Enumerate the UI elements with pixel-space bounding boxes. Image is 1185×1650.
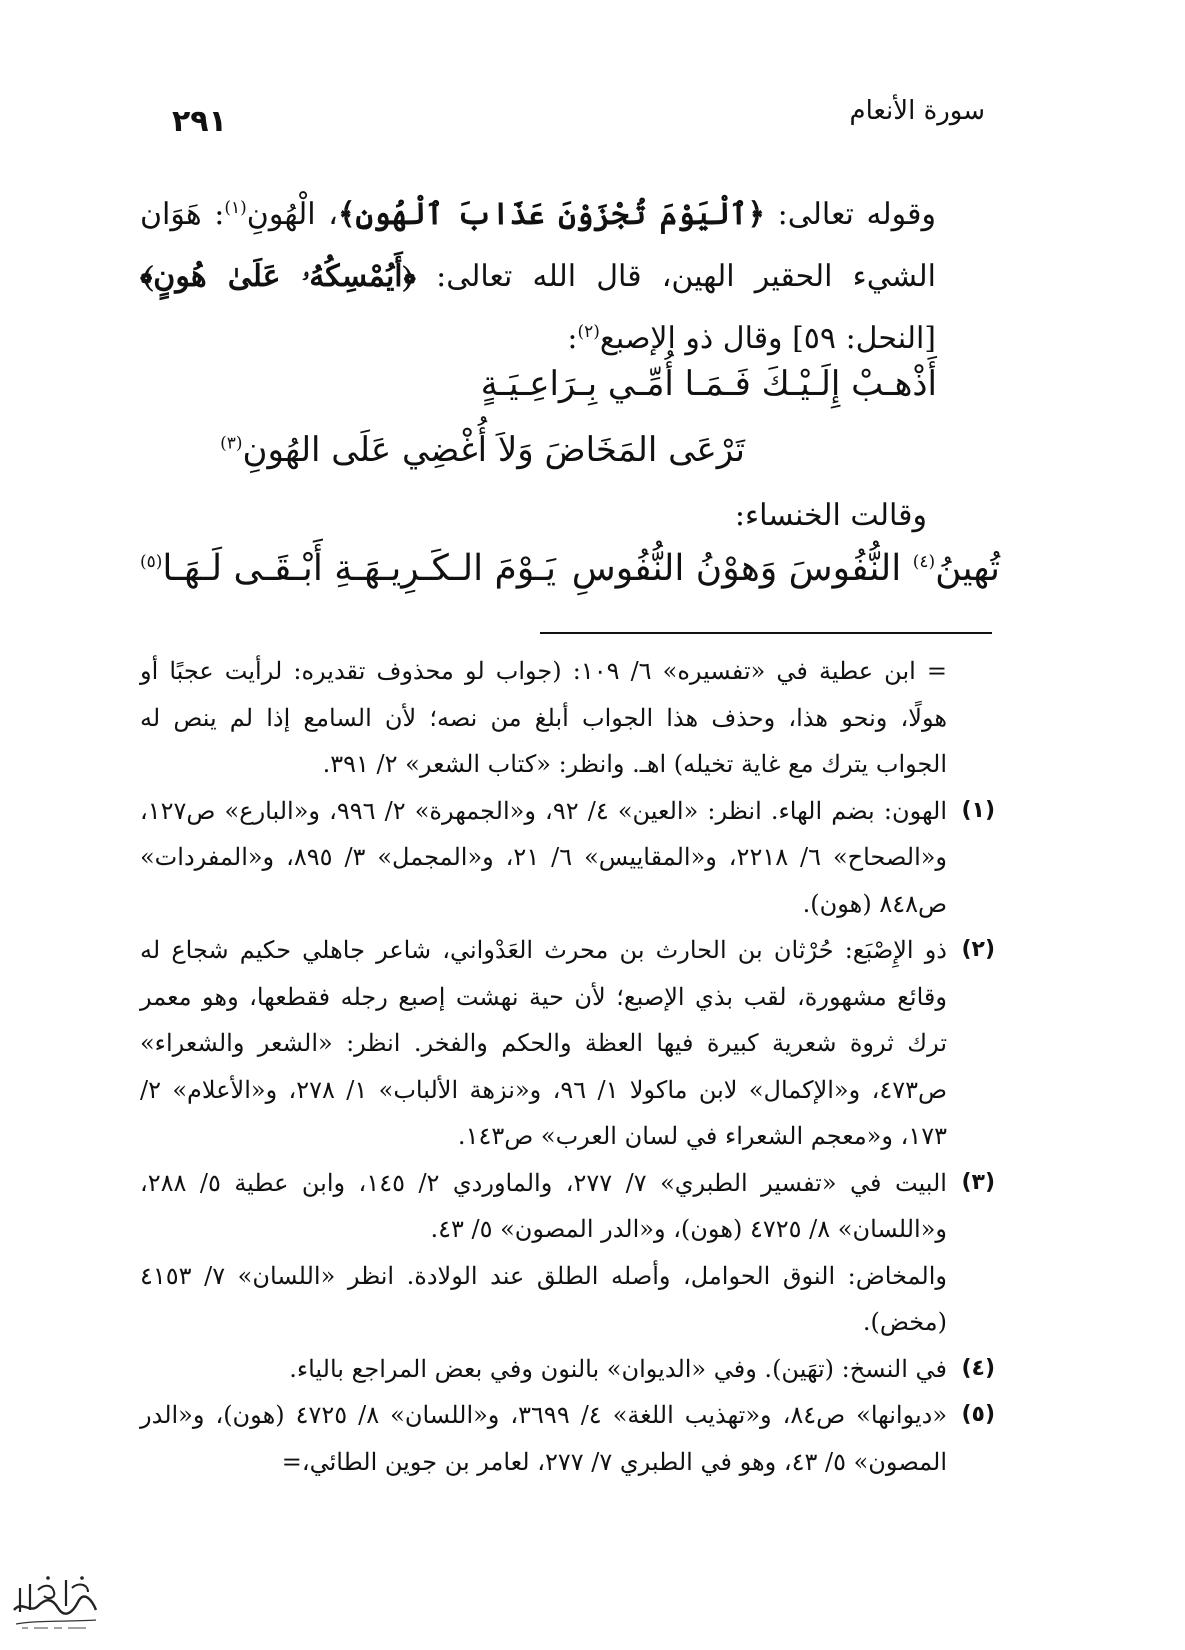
footnote-2-number: (٢) bbox=[961, 937, 995, 962]
verse-line-2 bbox=[220, 430, 745, 470]
surah-reference: [النحل: ٥٩] وقال ذو الإصبع bbox=[599, 321, 936, 356]
separator-comma: ، bbox=[315, 197, 338, 232]
khansa-hemistich-1 bbox=[572, 548, 1000, 589]
verse-line-2-text: تَرْعَى المَخَاضَ وَلاَ أُغْضِي عَلَى الهُونِ bbox=[242, 430, 745, 470]
footnote-2 bbox=[140, 927, 995, 1160]
khansa-intro: وقالت الخنساء: bbox=[734, 498, 927, 533]
khansa-word: تُهينُ bbox=[935, 548, 1000, 589]
footnote-5 bbox=[140, 1392, 995, 1485]
calligraphic-logo-icon bbox=[8, 1570, 100, 1634]
footnote-ref-1[interactable]: (١) bbox=[224, 198, 247, 218]
footnote-continuation: = ابن عطية في «تفسيره» ٦/ ١٠٩: (جواب لو محذوف تقديره: لرأيت عجبًا أو هولًا، ونحو هذا، وحذف هذا الجواب أبلغ من نصه؛ لأن السامع إذا لم ينص له الجواب يترك مع غاية تخيله) اهـ. وانظر: «كتاب الشعر» ٢/ ٣٩١. bbox=[140, 657, 947, 778]
main-paragraph bbox=[140, 184, 1000, 370]
khansa-h1-rest: النُّفُوسَ وَهوْنُ النُّفُوسِ bbox=[571, 548, 913, 589]
para-prefix: وقوله تعالى: bbox=[765, 197, 937, 232]
footnote-5-number: (٥) bbox=[961, 1402, 995, 1427]
verse-line-1: أَذْهـبْ إِلَـيْـكَ فَـمَـا أُمِّـي بِـرَاعِـيَـةٍ bbox=[480, 364, 937, 404]
page-number: ٢٩١ bbox=[172, 104, 227, 139]
footnote-1 bbox=[140, 788, 995, 928]
footnote-ref-5[interactable]: (٥) bbox=[140, 552, 163, 572]
footnote-1-text: الهون: بضم الهاء. انظر: «العين» ٤/ ٩٢، و«الجمهرة» ٢/ ٩٩٦، و«البارع» ص١٢٧، و«الصحاح» ٦/ ٢٢١٨، و«المقاييس» ٦/ ٢١، و«المجمل» ٣/ ٨٩٥، و«المفردات» ص٨٤٨ (هون). bbox=[140, 796, 948, 918]
footnote-3-sub: والمخاض: النوق الحوامل، وأصله الطلق عند الولادة. انظر «اللسان» ٧/ ٤١٥٣ (مخض). bbox=[140, 1261, 948, 1336]
footnote-2-text: ذو الإِصْبَع: حُرْثان بن الحارث بن محرث العَدْواني، شاعر جاهلي حكيم شجاع له وقائع مشهورة، لقب بذي الإصبع؛ لأن حية نهشت إصبع رجله فقطعها، وهو معمر ترك ثروة شعرية كبيرة فيها العظة والحكم والفخر. انظر: «الشعر والشعراء» ص٤٧٣، و«الإكمال» لابن ماكولا ١/ ٩٦، و«نزهة الألباب» ١/ ٢٧٨، و«الأعلام» ٢/ ١٧٣، و«معجم الشعراء في لسان العرب» ص١٤٣. bbox=[140, 936, 947, 1150]
footnote-3-number: (٣) bbox=[961, 1169, 995, 1195]
footnote-3 bbox=[140, 1160, 995, 1253]
khansa-hemistich-2 bbox=[140, 548, 556, 589]
footnote-ref-4[interactable]: (٤) bbox=[912, 552, 936, 572]
footnote-ref-3[interactable]: (٣) bbox=[220, 433, 243, 454]
quran-quote: ﴿ٱلْيَوْمَ تُجْزَوْنَ عَذَابَ ٱلْهُونِ﴾ bbox=[337, 197, 766, 232]
footnote-ref-2[interactable]: (٢) bbox=[577, 322, 600, 342]
para-end: : bbox=[567, 321, 578, 356]
footnote-separator bbox=[540, 632, 992, 634]
footnote-1-number: (١) bbox=[961, 797, 995, 823]
footnote-4-text: في النسخ: (تهَين). وفي «الديوان» بالنون وفي بعض المراجع بالياء. bbox=[289, 1354, 947, 1383]
quran-quote-2: ﴿أَيُمْسِكُهُۥ عَلَىٰ هُونٍ﴾ bbox=[140, 259, 416, 294]
term-hun: الْهُونِ bbox=[246, 197, 316, 232]
running-head: سورة الأنعام bbox=[849, 96, 985, 126]
footnote-4-number: (٤) bbox=[961, 1355, 995, 1381]
footnote-3-text: البيت في «تفسير الطبري» ٧/ ٢٧٧، والماوردي ٢/ ١٤٥، وابن عطية ٥/ ٢٨٨، و«اللسان» ٨/ ٤٧٢٥ (هون)، و«الدر المصون» ٥/ ٤٣. bbox=[140, 1168, 947, 1243]
para-middle: : هَوَان الشيء الحقير الهين، قال الله تعالى: bbox=[140, 197, 936, 294]
footnote-5-text: «ديوانها» ص٨٤، و«تهذيب اللغة» ٤/ ٣٦٩٩، و«اللسان» ٨/ ٤٧٢٥ (هون)، و«الدر المصون» ٥/ ٤٣، وهو في الطبري ٧/ ٢٧٧، لعامر بن جوين الطائي،= bbox=[140, 1401, 948, 1476]
footnotes bbox=[140, 648, 995, 1485]
khansa-verse bbox=[140, 548, 1000, 589]
khansa-h2-text: يَـوْمَ الـكَـرِيـهَـةِ أَبْـقَـى لَـهَـا bbox=[162, 548, 556, 589]
footnote-4 bbox=[140, 1346, 995, 1393]
